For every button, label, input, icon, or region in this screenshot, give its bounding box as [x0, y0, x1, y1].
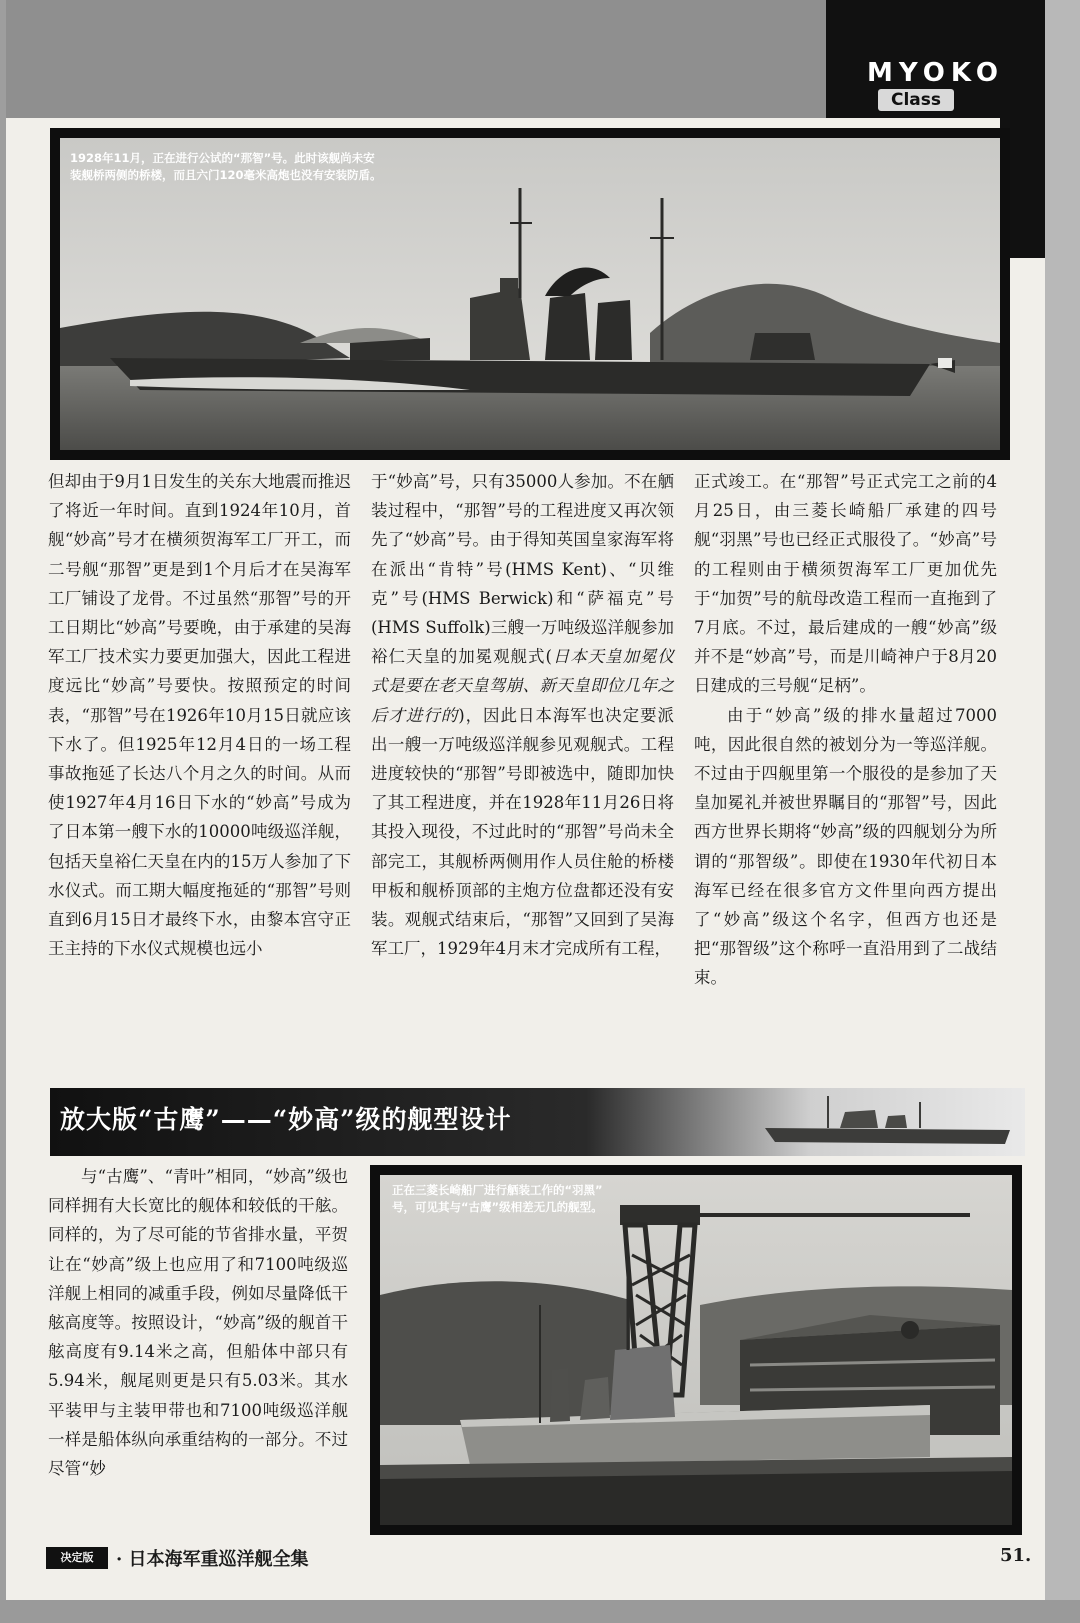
caption-2-line-2: 号，可见其与“古鹰”级相差无几的舰型。: [392, 1200, 603, 1214]
series-subtitle-badge: Class: [878, 89, 954, 111]
article-column-3: [694, 467, 997, 1079]
page-edge-right: [1045, 0, 1080, 1623]
page-edge-bottom: [0, 1600, 1080, 1623]
section-column-1: [48, 1162, 348, 1537]
page-number: 51.: [1000, 1545, 1032, 1566]
col2-italic-note: 日本天皇加冕仪式是要在老天皇驾崩、新天皇即位几年之后才进行的: [371, 647, 675, 725]
article-col2-text: [371, 467, 674, 963]
section-col1-text: 与“古鹰”、“青叶”相同，“妙高”级也同样拥有大长宽比的舰体和较低的干舷。同样的，为了尽可能的节省排水量，平贺让在“妙高”级上也应用了和7100吨级巡洋舰上相同的减重手段，例如尽量降低干舷高度等。按照设计，“妙高”级的舰首干舷高度有9.14米之高，但船体中部只有5.94米，舰尾则更是只有5.03米。其水平装甲与主装甲带也和7100吨级巡洋舰一样是船体纵向承重结构的一部分。不过尽管“妙: [48, 1167, 348, 1479]
article-col3-para-2: 由于“妙高”级的排水量超过7000吨，因此很自然的被划分为一等巡洋舰。不过由于四舰里第一个服役的是参加了天皇加冕礼并被世界瞩目的“那智”号，因此西方世界长期将“妙高”级的四舰划分为所谓的“那智级”。即使在1930年代初日本海军已经在很多官方文件里向西方提出了“妙高”级这个名字，但西方也还是把“那智级”这个称呼一直沿用到了二战结束。: [694, 705, 997, 988]
article-column-1: [48, 467, 351, 1079]
photo-haguro-shipyard: [370, 1165, 1022, 1535]
col2-text-b: )，因此日本海军也决定要派出一艘一万吨级巡洋舰参见观舰式。工程进度较快的“那智”号即被选中，随即加快了其工程进度，并在1928年11月26日将其投入现役，不过此时的“那智”号尚未全部完工，其舰桥两侧用作人员住舱的桥楼甲板和舰桥顶部的主炮方位盘都还没有安装。观舰式结束后，“那智”又回到了吴海军工厂，1929年4月末才完成所有工程，: [371, 705, 675, 959]
article-col3-para-1: 正式竣工。在“那智”号正式完工之前的4月25日，由三菱长崎船厂承建的四号舰“羽黑”号也已经正式服役了。“妙高”号的工程则由于横须贺海军工厂更加优先于“加贺”号的航母改造工程而一直拖到了7月底。不过，最后建成的一艘“妙高”级并不是“妙高”号，而是川崎神户于8月20日建成的三号舰“足柄”。: [694, 472, 997, 696]
photo-caption-2: [392, 1182, 692, 1216]
article-column-2: [371, 467, 674, 1079]
caption-1-line-1: 1928年11月，正在进行公试的“那智”号。此时该舰尚未安: [70, 151, 375, 165]
caption-1-line-2: 装舰桥两侧的桥楼，而且六门120毫米高炮也没有安装防盾。: [70, 168, 382, 182]
col2-text-a: 于“妙高”号，只有35000人参加。不在舾装过程中，“那智”号的工程进度又再次领先了“妙高”号。由于得知英国皇家海军将在派出“肯特”号(HMS Kent)、“贝维克”号(HMS Berwick)和“萨福克”号(HMS Suffolk)三艘一万吨级巡洋舰参加裕仁天皇的加冕观舰式(: [371, 472, 674, 667]
haguro-photo-illustration: [370, 1165, 1022, 1535]
caption-2-line-1: 正在三菱长崎船厂进行舾装工作的“羽黑”: [392, 1183, 603, 1197]
series-title: MYOKO: [867, 58, 1004, 88]
edition-badge: 决定版: [46, 1547, 108, 1569]
section-title: 放大版“古鹰”——“妙高”级的舰型设计: [60, 1105, 512, 1134]
article-col1-text: 但却由于9月1日发生的关东大地震而推迟了将近一年时间。直到1924年10月，首舰“妙高”号才在横须贺海军工厂开工，而二号舰“那智”更是到1个月后才在吴海军工厂铺设了龙骨。不过虽然“那智”号的开工日期比“妙高”号要晚，由于承建的吴海军工厂技术实力要更加强大，因此工程进度远比“妙高”号要快。按照预定的时间表，“那智”号在1926年10月15日就应该下水了。但1925年12月4日的一场工程事故拖延了长达八个月之久的时间。从而使1927年4月16日下水的“妙高”号成为了日本第一艘下水的10000吨级巡洋舰，包括天皇裕仁天皇在内的15万人参加了下水仪式。而工期大幅度拖延的“那智”号则直到6月15日才最终下水，由黎本宫守正王主持的下水仪式规模也远小: [48, 472, 351, 959]
page-edge-left: [0, 0, 6, 1623]
photo-caption-1: [70, 150, 430, 184]
top-gray-band: [0, 0, 830, 118]
book-title: · 日本海军重巡洋舰全集: [116, 1549, 309, 1570]
